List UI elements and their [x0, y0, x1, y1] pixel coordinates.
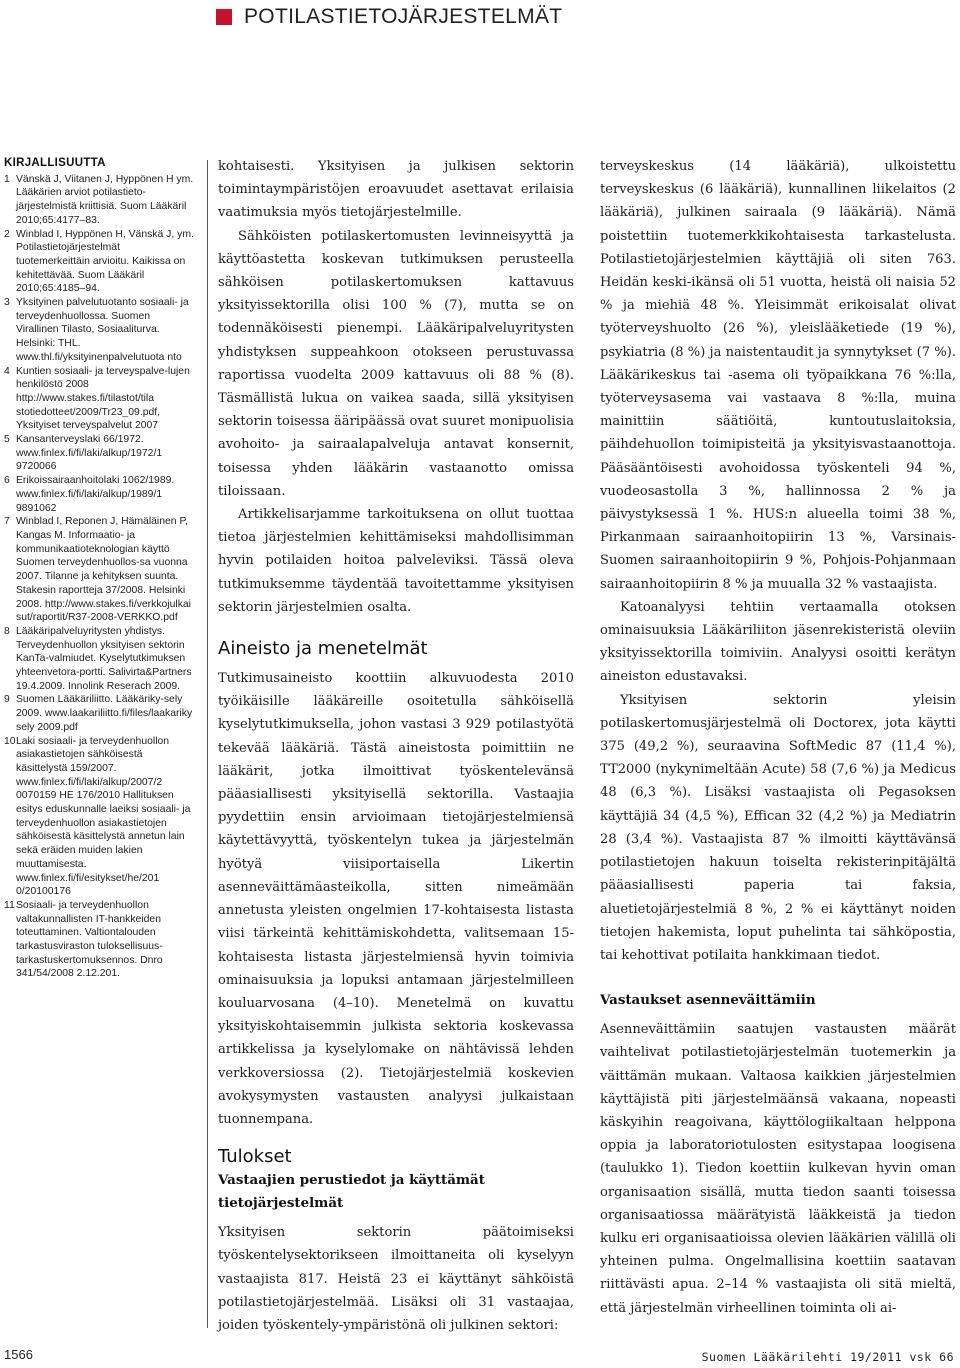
reference-item — [4, 515, 194, 625]
reference-item — [4, 173, 194, 228]
reference-number: 7 — [4, 516, 10, 528]
page-number: 1566 — [4, 1347, 33, 1362]
journal-footer: Suomen Lääkärilehti 19/2011 vsk 66 — [701, 1350, 954, 1364]
reference-number: 5 — [4, 434, 10, 446]
reference-number: 8 — [4, 625, 10, 637]
reference-text: Erikoissairaanhoitolaki 1062/1989. www.finlex.fi/fi/laki/alkup/1989/1 9891062 — [16, 475, 175, 514]
paragraph: Yksityisen sektorin yleisin potilaskertomusjärjestelmä oli Doctorex, jota käytti 375 (49,2 %), seuraavina SoftMedic 87 (11,4 %), TT2000 (nykynimeltään Acute) 58 (7,6 %) ja Medicus 48 (6,3 %). Lisäksi vastaajista oli Pegasoksen käyttäjiä 34 (4,5 %), Effican 32 (4,2 %) ja Mediatrin 28 (3,4 %). Vastaajista 87 % ilmoitti käyttävänsä potilastietojen hakuun toiselta rekisterinpitäjältä pääasiallisesti paperia tai faksia, aluetietojärjestelmiä 8 %, 2 % ei käyttänyt noiden tietojen hakemista, loput puhelinta tai sähköpostia, tai kehottivat potilaita hankkimaan tiedot. — [600, 692, 956, 963]
section-heading-results: Tulokset — [218, 1146, 292, 1168]
reference-item — [4, 474, 194, 515]
reference-number: 4 — [4, 365, 10, 377]
article-column-3 — [600, 155, 956, 1320]
paragraph: Sähköisten potilaskertomusten levinneisyyttä ja käyttöastetta koskevan tutkimuksen perusteella sähköisen potilaskertomuksen kattavuus yksityissektorilla olisi 100 % (7), mutta se on todennäköisesti pienempi. Lääkäripalveluyritysten yhdistyksen suppeahkoon otokseen perustuvassa raportissa vuodelta 2009 kattavuus oli 88 % (8). Täsmällistä lukua on vaikea saada, sillä yksityisen sektorin toisessa ääripäässä ovat suuret monipuolisia avohoito- ja sairaalapalveluja antavat konsernit, toisessa yhden lääkärin vastaanotto omissa tiloissaan. — [218, 228, 574, 499]
reference-text: Kansanterveyslaki 66/1972. www.finlex.fi/fi/laki/alkup/1972/1 9720066 — [16, 434, 163, 473]
reference-number: 11 — [4, 899, 15, 911]
reference-text: Suomen Lääkäriliitto. Lääkäriky-sely 2009. www.laakariliitto.fi/files/laakariky sely 2009.pdf — [16, 694, 193, 733]
section-heading-methods: Aineisto ja menetelmät — [218, 638, 428, 660]
reference-text: Kuntien sosiaali- ja terveyspalve-lujen henkilöstö 2008 http://www.stakes.fi/tilastot/tila stotiedotteet/2009/Tr23_09.pdf, Yksityiset terveyspalvelut 2007 — [16, 365, 190, 432]
column-divider — [207, 160, 208, 1328]
subheading-responses: Vastaukset asenneväittämiin — [600, 992, 816, 1009]
reference-text: Winblad I, Reponen J, Hämäläinen P, Kangas M. Informaatio- ja kommunikaatioteknologian käyttö Suomen terveydenhuollos-sa vuonna 2007. Tilanne ja kehityksen suunta. Stakesin raportteja 37/2008. Helsinki 2008. http://www.stakes.fi/verkkojulkai sut/raportit/R37-2008-VERKKO.pdf — [16, 516, 191, 624]
paragraph: Artikkelisarjamme tarkoituksena on ollut tuottaa tietoa järjestelmien kehittämiseksi mahdollisimman hyvin potilaiden hoitoa palveleviksi. Tässä oleva tutkimuksemme täydentää tavoitettamme yksityisen sektorin järjestelmien osalta. — [218, 507, 574, 615]
references-heading: KIRJALLISUUTTA — [4, 157, 106, 169]
reference-number: 6 — [4, 475, 10, 487]
reference-number: 10 — [4, 735, 16, 747]
reference-item — [4, 365, 194, 434]
subheading-background: Vastaajien perustiedot ja käyttämät tietojärjestelmät — [218, 1172, 485, 1212]
reference-item — [4, 693, 194, 734]
paragraph: Asenneväittämiin saatujen vastausten määrät vaihtelivat potilastietojärjestelmän tuotemerkin ja väittämän mukaan. Valtaosa kaikkien järjestelmien käyttäjistä piti järjestelmäänsä vakaana, nopeasti käskyihin reagoivana, käyttölogiikaltaan helppona oppia ja laboratoriotulosten esitystapaa loogisena (taulukko 1). Tiedon koettiin kulkevan hyvin oman organisaation sisällä, mutta tiedon saanti toisessa organisaatiossa määrätyistä lääkkeistä ja tiedon kulku eri organisaatioissa olevien lääkärien välillä oli yhteinen pulma. Ongelmallisina koettiin saatavan riittävästi apua. 2–14 % vastaajista oli sitä mieltä, että järjestelmän virheellinen toiminta oli ai- — [600, 1022, 956, 1316]
paragraph: terveyskeskus (14 lääkäriä), ulkoistettu terveyskeskus (6 lääkäriä), kunnallinen liikelaitos (2 lääkäriä), julkinen sairaala (9 lääkäriä). Nämä poistettiin tuotemerkkikohtaisesta tarkastelusta. Potilastietojärjestelmien käyttäjiä oli siten 763. Heidän keski-ikänsä oli 51 vuotta, heistä oli naisia 52 % ja miehiä 48 %. Yleisimmät erikoisalat olivat työterveyshuolto (26 %), yleislääketiede (19 %), psykiatria (8 %) ja naistentaudit ja synnytykset (7 %). Lääkärikeskus tai -asema oli työpaikkana 76 %:lla, työterveysasema vai vastaava 8 %:lla, muina mainittiin säätiöitä, kuntoutuslaitoksia, päihdehuollon toimipisteitä ja yksityisvastaanottoja. Pääsääntöisesti avohoidossa työskenteli 94 %, vuodeosastolla 3 %, hallinnossa 2 % ja päivystyksessä 1 %. HUS:n alueella toimi 38 %, Pirkanmaan sairaanhoitopiirin 13 %, Varsinais-Suomen sairaanhoitopiirin 9 %, Pohjois-Pohjanmaan sairaanhoitopiirin 8 % ja muualla 32 % vastaajista. — [600, 159, 956, 592]
reference-item — [4, 735, 194, 899]
reference-number: 9 — [4, 694, 10, 706]
reference-item — [4, 228, 194, 297]
paragraph: Katoanalyysi tehtiin vertaamalla otoksen ominaisuuksia Lääkäriliiton jäsenrekisteristä oleviin yksityissektorilla toimiviin. Analyysi osoitti kerätyn aineiston edustavaksi. — [600, 599, 956, 685]
references-column — [4, 157, 194, 981]
reference-text: Winblad I, Hyppönen H, Vänskä J, ym. Potilastietojärjestelmät tuotemerkeittäin arvioitu. Kaikissa on kehitettävää. Suom Lääkäril 2010;65:4185–94. — [16, 228, 194, 295]
reference-item — [4, 899, 194, 981]
reference-number: 1 — [4, 173, 10, 185]
section-header — [216, 4, 562, 30]
reference-text: Vänskä J, Viitanen J, Hyppönen H ym. Lääkärien arviot potilastieto-järjestelmistä kriittisiä. Suom Lääkäril 2010;65:4177–83. — [16, 173, 194, 226]
references-list — [4, 173, 194, 981]
paragraph: kohtaisesti. Yksityisen ja julkisen sektorin toimintaympäristöjen eroavuudet asettavat erilaisia vaatimuksia myös tietojärjestelmille. — [218, 159, 574, 221]
reference-number: 2 — [4, 228, 10, 240]
article-column-2 — [218, 155, 574, 1337]
section-marker-square — [216, 9, 232, 25]
reference-number: 3 — [4, 297, 10, 309]
reference-text: Sosiaali- ja terveydenhuollon valtakunnallisten IT-hankkeiden toteuttaminen. Valtiontalouden tarkastusviraston tuloksellisuus-tarkastuskertomuksennos. Dnro 341/54/2008 2.12.201. — [16, 899, 163, 980]
paragraph: Yksityisen sektorin päätoimiseksi työskentelysektorikseen ilmoittaneita oli kyselyyn vastaajista 817. Heistä 23 ei käyttänyt sähköistä potilastietojärjestelmää. Lisäksi oli 31 vastaajaa, joiden työskentely-ympäristönä oli julkinen sektori: — [218, 1225, 574, 1333]
reference-text: Lääkäripalveluyritysten yhdistys. Terveydenhuollon yksityisen sektorin KanTa-valmiudet. Kyselytutkimuksen yhteenvetora-portti. Salivirta&Partners 19.4.2009. Innolink Reserach 2009. — [16, 625, 192, 692]
paragraph: Tutkimusaineisto koottiin alkuvuodesta 2010 työikäisille lääkäreille osoitetulla sähköisellä kyselytutkimuksella, johon vastasi 3 929 potilastyötä tekevää lääkäriä. Tästä aineistosta poimittiin ne lääkärit, jotka ilmoittivat työskentelevänsä pääasiallisesti yksityisellä sektorilla. Vastaajia pyydettiin ensin arvioimaan tietojärjestelmiensä käytettävyyttä, työskentelyn tukea ja järjestelmän hyötyä viisiportaisella Likertin asenneväittämäasteikolla, sitten nimeämään annetusta yleisten ongelmien 17-kohtaisesta listasta viisi tärkeintä kehittämiskohdetta, valitsemaan 15-kohtaisesta listasta järjestelmiensä hyvin toimivia ominaisuuksia ja lopuksi antamaan järjestelmilleen kouluarvosana (4–10). Menetelmä on kuvattu yksityiskohtaisemmin julkista sektoria koskevassa artikkelissa ja kyselylomake on nähtävissä lehden verkkoversiossa (2). Tietojärjestelmiä koskevien avokysymysten vastausten analyysi julkaistaan tuonnempana. — [218, 671, 574, 1127]
reference-text: Laki sosiaali- ja terveydenhuollon asiakastietojen sähköisestä käsittelystä 159/2007. www.finlex.fi/fi/laki/alkup/2007/2 0070159 HE 176/2010 Hallituksen esitys eduskunnalle laeiksi sosiaali- ja terveydenhuollon asiakastietojen sähköisestä käsittelystä annetun lain sekä eräiden muiden lakien muuttamisesta. www.finlex.fi/fi/esitykset/he/201 0/20100176 — [16, 735, 191, 898]
reference-text: Yksityinen palvelutuotanto sosiaali- ja terveydenhuollossa. Suomen Virallinen Tilasto, Sosiaaliturva. Helsinki: THL. www.thl.fi/yksityinenpalvelutuota nto — [16, 297, 189, 363]
reference-item — [4, 433, 194, 474]
reference-item — [4, 625, 194, 694]
section-title: POTILASTIETOJÄRJESTELMÄT — [244, 5, 563, 28]
reference-item — [4, 296, 194, 365]
